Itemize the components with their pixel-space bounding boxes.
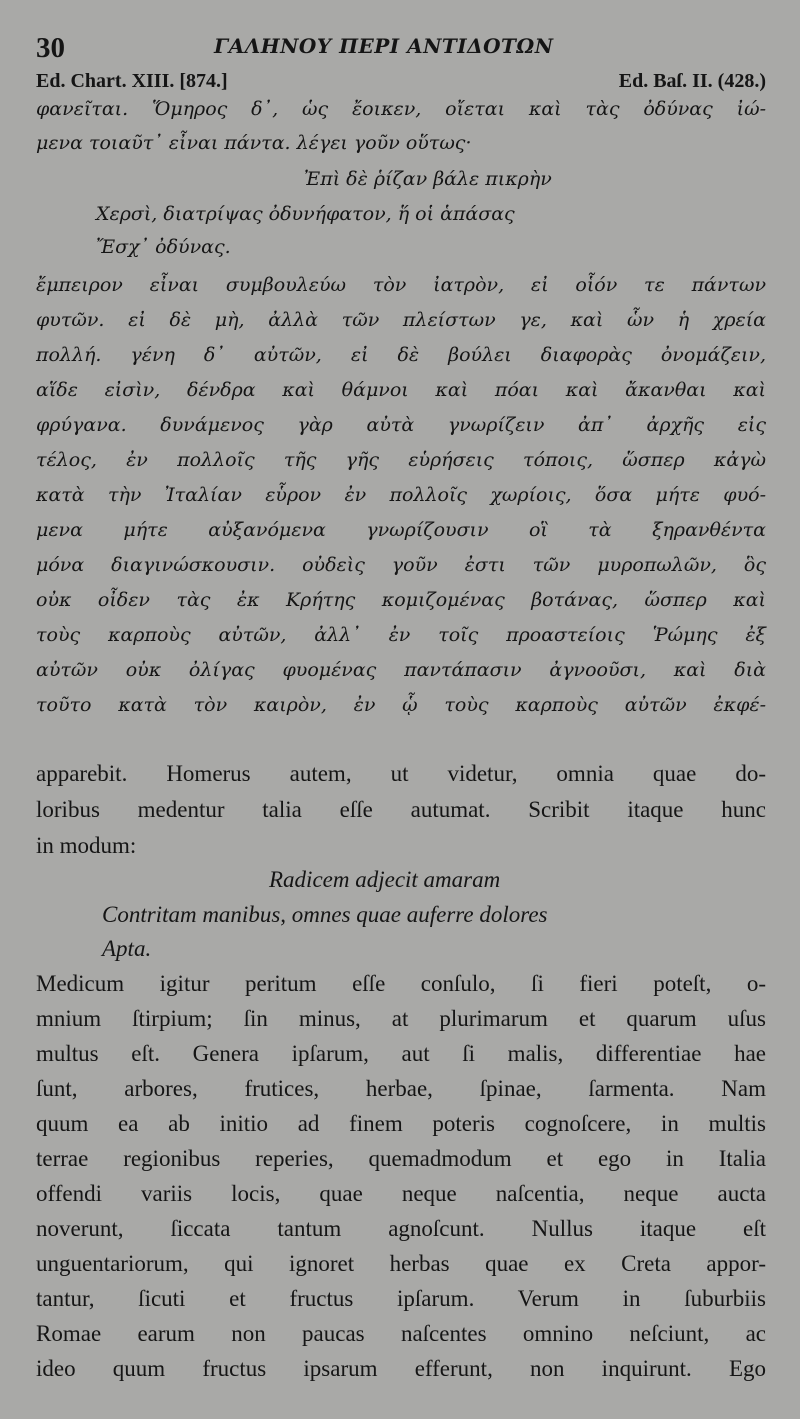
latin-line: Medicum igitur peritum eſſe conſulo, ſi fieri poteſt, o-	[36, 971, 766, 996]
latin-line: quum ea ab initio ad finem poteris cognoſcere, in multis	[36, 1111, 766, 1136]
greek-line: τοῦτο κατὰ τὸν καιρὸν, ἐν ᾧ τοὺς καρποὺς αὐτῶν ἐκφέ-	[36, 694, 766, 716]
latin-line: tantur, ſicuti et fructus ipſarum. Verum in ſuburbiis	[36, 1286, 766, 1311]
latin-line: multus eſt. Genera ipſarum, aut ſi malis, differentiae hae	[36, 1041, 766, 1066]
greek-line: κατὰ τὴν Ἰταλίαν εὗρον ἐν πολλοῖς χωρίοις, ὅσα μήτε φυό-	[36, 484, 766, 506]
greek-line: αἵδε εἰσὶν, δένδρα καὶ θάμνοι καὶ πόαι καὶ ἄκανθαι καὶ	[36, 379, 766, 401]
latin-line: ſunt, arbores, frutices, herbae, ſpinae, ſarmenta. Nam	[36, 1076, 766, 1101]
greek-line: μενα τοιαῦτ᾽ εἶναι πάντα. λέγει γοῦν οὕτως·	[36, 132, 472, 154]
latin-line: Romae earum non paucas naſcentes omnino neſciunt, ac	[36, 1321, 766, 1346]
latin-verse-line: Contritam manibus, omnes quae auferre dolores	[102, 902, 548, 927]
greek-line: οὐκ οἶδεν τὰς ἐκ Κρήτης κομιζομένας βοτάνας, ὥσπερ καὶ	[36, 589, 766, 611]
greek-line: πολλή. γένη δ᾽ αὐτῶν, εἰ δὲ βούλει διαφορὰς ὀνομάζειν,	[36, 344, 766, 366]
latin-line: terrae regionibus reperies, quemadmodum et ego in Italia	[36, 1146, 766, 1171]
greek-line: φρύγανα. δυνάμενος γὰρ αὐτὰ γνωρίζειν ἀπ᾽ ἀρχῆς εἰς	[36, 414, 766, 436]
greek-line: αὐτῶν οὐκ ὀλίγας φυομένας παντάπασιν ἀγνοοῦσι, καὶ διὰ	[36, 659, 766, 681]
latin-line: mnium ſtirpium; ſin minus, at plurimarum et quarum uſus	[36, 1006, 766, 1031]
page-number: 30	[36, 32, 65, 64]
page-header	[36, 30, 764, 64]
greek-line: φανεῖται. Ὅμηρος δ᾽, ὡς ἔοικεν, οἴεται καὶ τὰς ὀδύνας ἰώ-	[36, 98, 766, 120]
greek-line: τέλος, ἐν πολλοῖς τῆς γῆς εὑρήσεις τόποις, ὥσπερ κἀγὼ	[36, 449, 766, 471]
latin-line: in modum:	[36, 833, 137, 858]
greek-line: ἔμπειρον εἶναι συμβουλεύω τὸν ἰατρὸν, εἰ οἷόν τε πάντων	[36, 274, 766, 296]
running-title: ΓΑΛΗΝΟΥ ΠΕΡΙ ΑΝΤΙΔΟΤΩΝ	[214, 34, 554, 58]
greek-verse-line: Χερσὶ, διατρίψας ὀδυνήφατον, ἥ οἱ ἁπάσας	[96, 203, 515, 225]
edition-reference-right: Ed. Baſ. II. (428.)	[618, 70, 766, 92]
latin-verse-line: Radicem adjecit amaram	[269, 867, 501, 892]
latin-verse-line: Apta.	[102, 936, 152, 961]
latin-line: loribus medentur talia eſſe autumat. Scribit itaque hunc	[36, 797, 766, 822]
greek-line: τοὺς καρποὺς αὐτῶν, ἀλλ᾽ ἐν τοῖς προαστείοις Ῥώμης ἐξ	[36, 624, 766, 646]
latin-line: ideo quum fructus ipsarum efferunt, non inquirunt. Ego	[36, 1356, 766, 1381]
latin-line: offendi variis locis, quae neque naſcentia, neque aucta	[36, 1181, 766, 1206]
greek-verse-line: Ἔσχ᾽ ὀδύνας.	[96, 236, 231, 258]
latin-line: unguentariorum, qui ignoret herbas quae ex Creta appor-	[36, 1251, 766, 1276]
greek-line: μενα μήτε αὐξανόμενα γνωρίζουσιν οἳ τὰ ξηρανθέντα	[36, 519, 766, 541]
greek-line: φυτῶν. εἰ δὲ μὴ, ἀλλὰ τῶν πλείστων γε, καὶ ὧν ἡ χρεία	[36, 309, 766, 331]
latin-line: apparebit. Homerus autem, ut videtur, omnia quae do-	[36, 761, 766, 786]
greek-line: μόνα διαγινώσκουσιν. οὐδεὶς γοῦν ἐστι τῶν μυροπωλῶν, ὃς	[36, 554, 766, 576]
greek-verse-line: Ἐπὶ δὲ ῥίζαν βάλε πικρὴν	[304, 168, 552, 190]
latin-line: noverunt, ſiccata tantum agnoſcunt. Nullus itaque eſt	[36, 1216, 766, 1241]
edition-reference-left: Ed. Chart. XIII. [874.]	[36, 70, 228, 92]
